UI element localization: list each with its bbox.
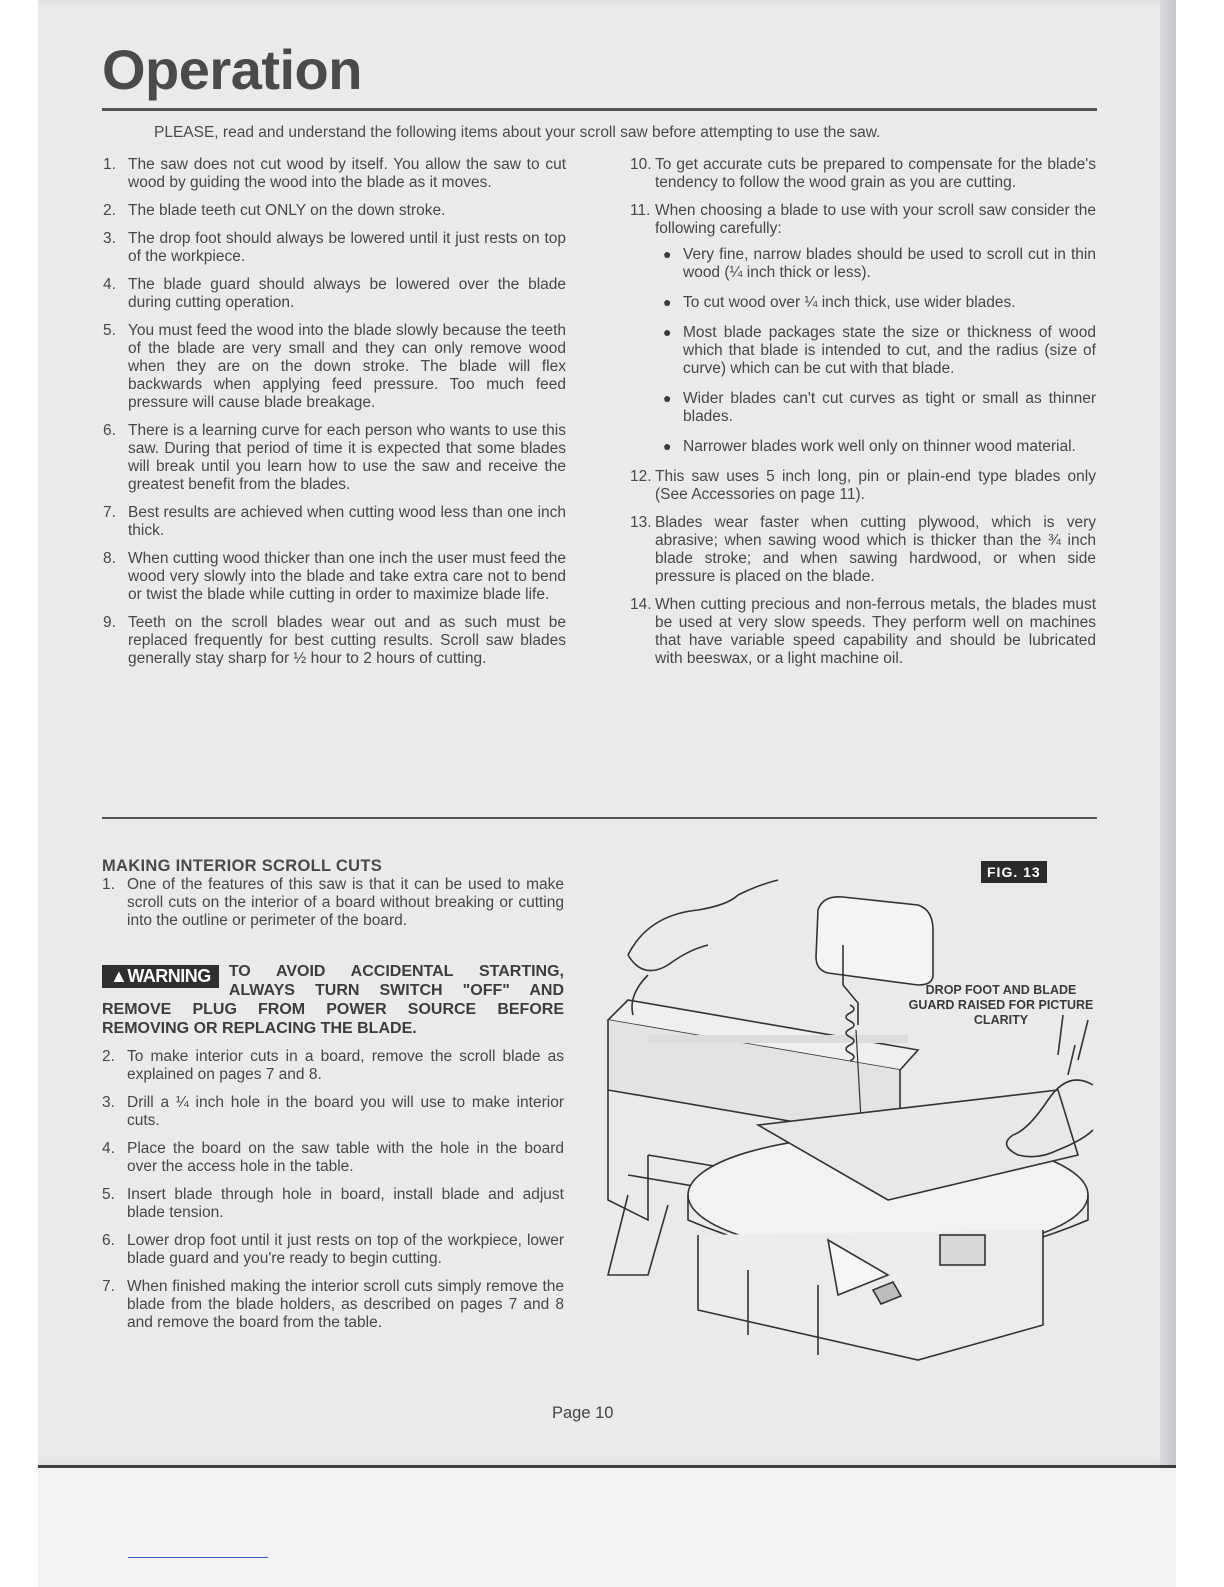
scan-artifact-line — [128, 1557, 268, 1558]
bullet-text: Wider blades can't cut curves as tight or small as thinner blades. — [683, 390, 1096, 425]
bullet-item — [655, 294, 1096, 312]
list-item — [102, 1186, 564, 1222]
bullet-icon: ● — [663, 294, 672, 310]
item-text: Lower drop foot until it just rests on top of the workpiece, lower blade guard and you're ready to begin cutting. — [127, 1232, 564, 1267]
list-item — [102, 1278, 564, 1332]
title-divider — [102, 108, 1097, 111]
section-divider — [102, 817, 1097, 819]
item-text: Insert blade through hole in board, install blade and adjust blade tension. — [127, 1186, 564, 1221]
item-number: 2. — [102, 1048, 115, 1065]
bullet-item — [655, 324, 1096, 378]
item-text: Teeth on the scroll blades wear out and as such must be replaced frequently for best cutting results. Scroll saw blades generally stay sharp for ½ hour to 2 hours of cutting. — [128, 614, 566, 667]
item-text: The blade guard should always be lowered over the blade during cutting operation. — [128, 276, 566, 311]
item-number: 5. — [102, 1186, 115, 1203]
item-text: You must feed the wood into the blade slowly because the teeth of the blade are very small and they can only remove wood when they are on the down stroke. The blade will flex backwards when applying feed pressure. Too much feed pressure will cause blade breakage. — [128, 322, 566, 411]
bullet-text: Most blade packages state the size or thickness of wood which that blade is intended to cut, and the radius (size of curve) which can be cut with that blade. — [683, 324, 1096, 377]
warning-label: ▲WARNING — [102, 965, 219, 988]
bullet-icon: ● — [663, 246, 672, 262]
list-item — [103, 230, 566, 266]
item-number: 3. — [103, 230, 116, 247]
item-text: One of the features of this saw is that it can be used to make scroll cuts on the interior of a board without breaking or cutting into the outline or perimeter of the board. — [127, 876, 564, 929]
bullet-item — [655, 246, 1096, 282]
item-text: Place the board on the saw table with the hole in the board over the access hole in the table. — [127, 1140, 564, 1175]
right-column-list — [630, 156, 1096, 678]
left-column-list — [103, 156, 566, 678]
item-number: 6. — [102, 1232, 115, 1249]
list-item — [103, 550, 566, 604]
figure-caption: DROP FOOT AND BLADE GUARD RAISED FOR PICTURE CLARITY — [908, 983, 1094, 1027]
scroll-saw-illustration — [588, 855, 1100, 1395]
item-number: 6. — [103, 422, 116, 439]
list-item — [103, 614, 566, 668]
item-text: To get accurate cuts be prepared to compensate for the blade's tendency to follow the wood grain as you are cutting. — [655, 156, 1096, 191]
list-item — [103, 422, 566, 494]
list-item — [102, 876, 564, 930]
list-item — [102, 1094, 564, 1130]
item-number: 7. — [103, 504, 116, 521]
list-item — [103, 202, 566, 220]
figure-13 — [588, 855, 1100, 1395]
intro-text: PLEASE, read and understand the following items about your scroll saw before attempting to use the saw. — [154, 124, 881, 141]
item-text: There is a learning curve for each person who wants to use this saw. During that period of time it is expected that some blades will break until you learn how to use the saw and receive the greatest benefit from the blades. — [128, 422, 566, 493]
list-item — [103, 276, 566, 312]
item-text: To make interior cuts in a board, remove the scroll blade as explained on pages 7 and 8. — [127, 1048, 564, 1083]
item-number: 12. — [630, 468, 652, 485]
item-number: 1. — [103, 156, 116, 173]
bullet-text: Very fine, narrow blades should be used to scroll cut in thin wood (¼ inch thick or less). — [683, 246, 1096, 281]
list-item — [103, 322, 566, 412]
item-number: 5. — [103, 322, 116, 339]
bullet-icon: ● — [663, 438, 672, 454]
page-edge-shadow — [1160, 0, 1176, 1465]
item-text: When finished making the interior scroll cuts simply remove the blade from the blade holders, as described on pages 7 and 8 and remove the board from the table. — [127, 1278, 564, 1331]
item-number: 4. — [102, 1140, 115, 1157]
item-number: 7. — [102, 1278, 115, 1295]
list-item — [630, 202, 1096, 456]
item-number: 3. — [102, 1094, 115, 1111]
item-number: 14. — [630, 596, 652, 613]
item-text: Drill a ¼ inch hole in the board you will use to make interior cuts. — [127, 1094, 564, 1129]
warning-notice — [102, 962, 564, 1038]
blade-tips-list — [655, 246, 1096, 456]
list-item — [630, 156, 1096, 192]
item-text: The blade teeth cut ONLY on the down stroke. — [128, 202, 446, 219]
list-item — [630, 468, 1096, 504]
item-text: When cutting wood thicker than one inch the user must feed the wood very slowly into the blade and take extra care not to bend or twist the blade while cutting in order to maximize blade life. — [128, 550, 566, 603]
warning-text: TO AVOID ACCIDENTAL STARTING, ALWAYS TURN SWITCH "OFF" AND REMOVE PLUG FROM POWER SOURCE BEFORE REMOVING OR REPLACING THE BLADE. — [102, 963, 564, 1037]
bullet-icon: ● — [663, 324, 672, 340]
item-text: Best results are achieved when cutting wood less than one inch thick. — [128, 504, 566, 539]
bullet-item — [655, 438, 1096, 456]
interior-steps-list-b — [102, 1048, 564, 1342]
item-text: Blades wear faster when cutting plywood, which is very abrasive; when sawing wood which is thicker than the ¾ inch blade stroke; and when sawing hardwood, or when side pressure is placed on the blade. — [655, 514, 1096, 585]
page-number: Page 10 — [552, 1404, 614, 1422]
bullet-text: Narrower blades work well only on thinner wood material. — [683, 438, 1076, 455]
list-item — [103, 504, 566, 540]
page-title: Operation — [102, 38, 362, 101]
item-text: When cutting precious and non-ferrous metals, the blades must be used at very slow speeds. They perform well on machines that have variable speed capability and should be lubricated with beeswax, or a light machine oil. — [655, 596, 1096, 667]
item-text: This saw uses 5 inch long, pin or plain-end type blades only (See Accessories on page 11). — [655, 468, 1096, 503]
bullet-text: To cut wood over ¼ inch thick, use wider blades. — [683, 294, 1016, 311]
item-number: 1. — [102, 876, 115, 893]
section-heading: MAKING INTERIOR SCROLL CUTS — [102, 857, 383, 875]
interior-steps-list-a — [102, 876, 564, 940]
list-item — [102, 1140, 564, 1176]
item-text: The saw does not cut wood by itself. You allow the saw to cut wood by guiding the wood into the blade as it moves. — [128, 156, 566, 191]
item-number: 9. — [103, 614, 116, 631]
item-number: 2. — [103, 202, 116, 219]
bullet-item — [655, 390, 1096, 426]
item-number: 8. — [103, 550, 116, 567]
bullet-icon: ● — [663, 390, 672, 406]
list-item — [630, 514, 1096, 586]
item-text: The drop foot should always be lowered until it just rests on top of the workpiece. — [128, 230, 566, 265]
item-number: 10. — [630, 156, 652, 173]
item-text: When choosing a blade to use with your scroll saw consider the following carefully: — [655, 202, 1096, 237]
item-number: 13. — [630, 514, 652, 531]
list-item — [630, 596, 1096, 668]
page-bottom-margin — [38, 1465, 1176, 1587]
item-number: 11. — [630, 202, 651, 219]
list-item — [103, 156, 566, 192]
item-number: 4. — [103, 276, 116, 293]
list-item — [102, 1232, 564, 1268]
figure-label: FIG. 13 — [981, 861, 1047, 883]
list-item — [102, 1048, 564, 1084]
